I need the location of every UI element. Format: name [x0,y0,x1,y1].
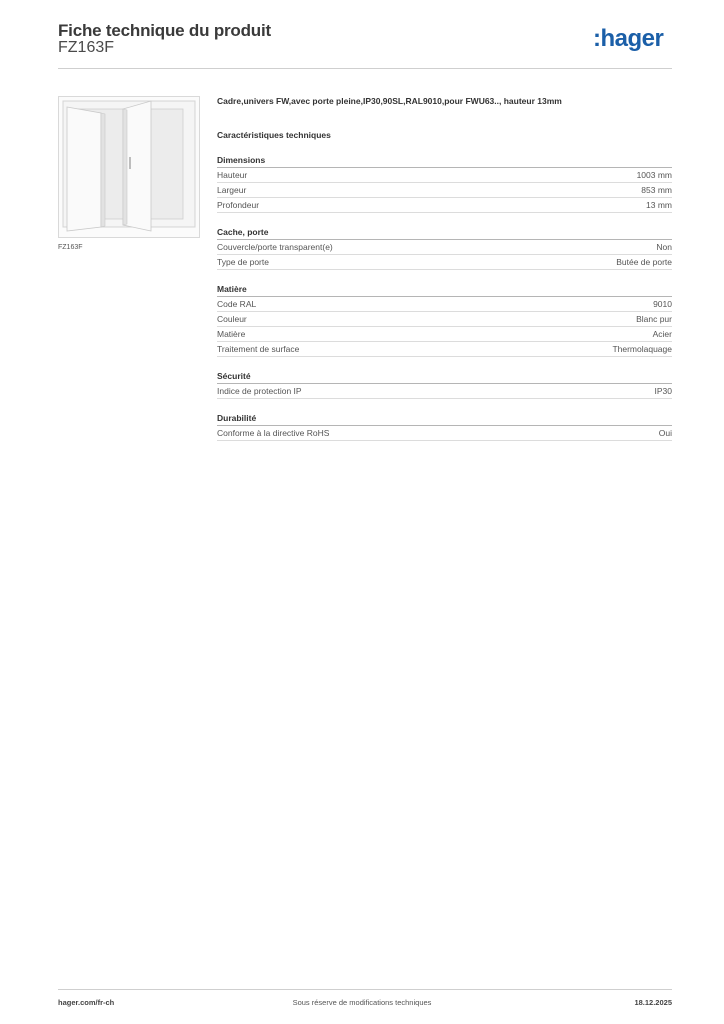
product-code: FZ163F [58,39,115,56]
header-divider [58,68,672,69]
spec-value: IP30 [654,386,672,396]
cabinet-illustration [59,97,199,237]
spec-value: Oui [658,428,672,438]
spec-row [217,255,672,270]
spec-label: Code RAL [217,299,257,309]
footer-website-link[interactable]: hager.com/fr-ch [58,998,115,1007]
spec-row [217,297,672,312]
group-title: Sécurité [217,370,672,384]
spec-group-securite [217,370,672,399]
spec-label: Conforme à la directive RoHS [217,428,330,438]
spec-value: Blanc pur [636,314,672,324]
spec-row [217,183,672,198]
spec-group-durabilite [217,412,672,441]
footer-divider [58,989,672,990]
spec-label: Type de porte [217,257,269,267]
group-title: Durabilité [217,412,672,426]
spec-group-dimensions [217,154,672,213]
page-title: Fiche technique du produit [58,21,271,40]
spec-row [217,198,672,213]
spec-label: Profondeur [217,200,260,210]
spec-value: 13 mm [646,200,672,210]
spec-group-matiere [217,283,672,357]
spec-label: Couvercle/porte transparent(e) [217,242,333,252]
spec-value: 1003 mm [636,170,672,180]
spec-value: Non [656,242,672,252]
spec-group-cache-porte [217,226,672,270]
spec-row [217,327,672,342]
spec-value: 853 mm [641,185,672,195]
spec-row [217,312,672,327]
spec-row [217,342,672,357]
hager-logo [593,27,663,51]
image-caption: FZ163F [58,244,83,251]
spec-value: Acier [652,329,672,339]
spec-label: Hauteur [217,170,248,180]
spec-row [217,240,672,255]
spec-label: Indice de protection IP [217,386,302,396]
spec-value: 9010 [653,299,672,309]
spec-label: Matière [217,329,246,339]
group-title: Matière [217,283,672,297]
footer-disclaimer: Sous réserve de modifications techniques [292,998,432,1007]
logo-colon-mark: : [593,25,601,52]
footer-date: 18.12.2025 [634,998,672,1007]
logo-text: hager [600,25,664,52]
spec-content [217,96,672,441]
spec-row [217,168,672,183]
product-image [58,96,200,238]
spec-row [217,384,672,399]
spec-value: Butée de porte [616,257,672,267]
spec-label: Traitement de surface [217,344,300,354]
spec-value: Thermolaquage [612,344,672,354]
spec-label: Largeur [217,185,247,195]
product-description: Cadre,univers FW,avec porte pleine,IP30,90SL,RAL9010,pour FWU63.., hauteur 13mm [217,96,562,106]
specs-heading: Caractéristiques techniques [217,130,331,140]
spec-label: Couleur [217,314,247,324]
group-title: Dimensions [217,154,672,168]
group-title: Cache, porte [217,226,672,240]
spec-row [217,426,672,441]
